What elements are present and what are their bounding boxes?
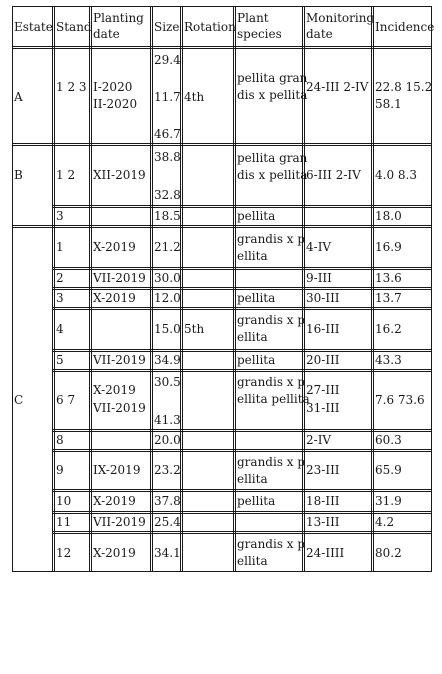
stand-cell: 3 <box>56 291 64 305</box>
stand-cell: 6 7 <box>56 393 76 407</box>
grid-line <box>150 6 151 572</box>
stand-cell: 12 <box>56 546 72 560</box>
size-cell: 32.8 <box>154 188 181 202</box>
grid-line <box>52 533 432 534</box>
monitoring-date-cell: 30-III <box>306 291 340 305</box>
grid-line <box>54 6 55 572</box>
incidence-cell: 22.8 15.2 <box>375 80 433 94</box>
monitoring-date-cell: 16-III <box>306 322 340 336</box>
species-cell: pellita gran <box>237 151 308 165</box>
monitoring-date-cell: 13-III <box>306 515 340 529</box>
grid-line <box>52 351 432 352</box>
grid-line <box>12 143 432 144</box>
size-cell: 34.1 <box>154 546 181 560</box>
header-incidence: Incidence <box>375 20 435 34</box>
grid-line <box>52 289 432 290</box>
planting-date-cell: X-2019 <box>93 494 136 508</box>
header-planting-date: Planting <box>93 11 144 25</box>
species-cell: grandis x p <box>237 375 306 389</box>
grid-line <box>12 6 13 572</box>
monitoring-date-cell: 20-III <box>306 353 340 367</box>
incidence-cell: 65.9 <box>375 463 402 477</box>
grid-line <box>12 227 432 228</box>
size-cell: 30.0 <box>154 271 181 285</box>
grid-line <box>152 6 153 572</box>
species-cell: grandis x p <box>237 455 306 469</box>
grid-line <box>52 429 432 430</box>
species-cell: pellita <box>237 291 276 305</box>
stand-cell: 9 <box>56 463 64 477</box>
planting-date-cell: VII-2019 <box>93 271 146 285</box>
size-cell: 15.0 <box>154 322 181 336</box>
grid-line <box>233 6 234 572</box>
species-cell: dis x pellita <box>237 88 308 102</box>
stand-cell: 1 2 3 <box>56 80 87 94</box>
size-cell: 46.7 <box>154 127 181 141</box>
stand-cell: 5 <box>56 353 64 367</box>
species-cell: pellita <box>237 494 276 508</box>
size-cell: 12.0 <box>154 291 181 305</box>
header-plant-species: Plant <box>237 11 269 25</box>
monitoring-date-cell: 23-III <box>306 463 340 477</box>
size-cell: 41.3 <box>154 413 181 427</box>
grid-line <box>52 451 432 452</box>
size-cell: 21.2 <box>154 240 181 254</box>
species-cell: ellita pellita <box>237 392 310 406</box>
size-cell: 25.4 <box>154 515 181 529</box>
incidence-cell: 4.2 <box>375 515 395 529</box>
incidence-cell: 80.2 <box>375 546 402 560</box>
grid-line <box>12 48 432 49</box>
size-cell: 34.9 <box>154 353 181 367</box>
header-rotation: Rotation <box>184 20 236 34</box>
incidence-cell: 58.1 <box>375 97 402 111</box>
grid-line <box>52 267 432 268</box>
grid-line <box>235 6 236 572</box>
size-cell: 20.0 <box>154 433 181 447</box>
header-monitoring-date-2: date <box>306 27 333 41</box>
header-stand: Stand <box>56 20 92 34</box>
species-cell: pellita <box>237 209 276 223</box>
monitoring-date-cell: 6-III 2-IV <box>306 168 361 182</box>
rotation-cell: 4th <box>184 90 205 104</box>
grid-line <box>371 6 372 572</box>
planting-date-cell: I-2020 <box>93 80 133 94</box>
estate-label: A <box>14 90 23 104</box>
species-cell: ellita <box>237 472 268 486</box>
planting-date-cell: XII-2019 <box>93 168 146 182</box>
incidence-cell: 4.0 8.3 <box>375 168 417 182</box>
monitoring-date-cell: 31-III <box>306 401 340 415</box>
grid-line <box>373 6 374 572</box>
size-cell: 37.8 <box>154 494 181 508</box>
header-planting-date-2: date <box>93 27 120 41</box>
size-cell: 11.7 <box>154 90 181 104</box>
grid-line <box>52 6 53 572</box>
estate-label: B <box>14 168 23 182</box>
grid-line <box>52 309 432 310</box>
grid-line <box>12 46 432 47</box>
stand-cell: 3 <box>56 209 64 223</box>
grid-line <box>52 207 432 208</box>
grid-line <box>52 449 432 450</box>
planting-date-cell: VII-2019 <box>93 515 146 529</box>
stand-cell: 10 <box>56 494 72 508</box>
grid-line <box>52 205 432 206</box>
size-cell: 23.2 <box>154 463 181 477</box>
species-cell: grandis x p <box>237 232 306 246</box>
grid-line <box>12 145 432 146</box>
stand-cell: 1 2 <box>56 168 76 182</box>
species-cell: grandis x p <box>237 313 306 327</box>
grid-line <box>52 511 432 512</box>
header-monitoring-date: Monitoring <box>306 11 375 25</box>
stand-cell: 1 <box>56 240 64 254</box>
estate-label: C <box>14 393 24 407</box>
incidence-cell: 16.2 <box>375 322 402 336</box>
monitoring-date-cell: 9-III <box>306 271 332 285</box>
incidence-cell: 13.6 <box>375 271 402 285</box>
species-cell: ellita <box>237 330 268 344</box>
grid-line <box>12 6 432 7</box>
incidence-cell: 16.9 <box>375 240 402 254</box>
species-cell: ellita <box>237 249 268 263</box>
grid-line <box>52 349 432 350</box>
stand-cell: 4 <box>56 322 64 336</box>
incidence-cell: 31.9 <box>375 494 402 508</box>
planting-date-cell: II-2020 <box>93 97 138 111</box>
grid-line <box>52 269 432 270</box>
size-cell: 30.5 <box>154 375 181 389</box>
grid-line <box>52 513 432 514</box>
monitoring-date-cell: 27-III <box>306 383 340 397</box>
size-cell: 18.5 <box>154 209 181 223</box>
planting-date-cell: IX-2019 <box>93 463 141 477</box>
species-cell: pellita gran <box>237 71 308 85</box>
planting-date-cell: X-2019 <box>93 291 136 305</box>
grid-line <box>12 225 432 226</box>
grid-line <box>52 531 432 532</box>
planting-date-cell: X-2019 <box>93 240 136 254</box>
grid-line <box>52 489 432 490</box>
stand-cell: 2 <box>56 271 64 285</box>
monitoring-date-cell: 24-III 2-IV <box>306 80 369 94</box>
monitoring-date-cell: 24-IIII <box>306 546 345 560</box>
stand-cell: 8 <box>56 433 64 447</box>
species-cell: pellita <box>237 353 276 367</box>
grid-line <box>91 6 92 572</box>
grid-line <box>52 371 432 372</box>
size-cell: 38.8 <box>154 150 181 164</box>
grid-line <box>52 307 432 308</box>
species-cell: grandis x p <box>237 537 306 551</box>
species-cell: dis x pellita <box>237 168 308 182</box>
incidence-cell: 7.6 73.6 <box>375 393 425 407</box>
monitoring-date-cell: 18-III <box>306 494 340 508</box>
grid-line <box>89 6 90 572</box>
monitoring-date-cell: 2-IV <box>306 433 332 447</box>
planting-date-cell: VII-2019 <box>93 401 146 415</box>
grid-line <box>52 431 432 432</box>
planting-date-cell: X-2019 <box>93 546 136 560</box>
grid-line <box>52 287 432 288</box>
planting-date-cell: VII-2019 <box>93 353 146 367</box>
incidence-cell: 13.7 <box>375 291 402 305</box>
monitoring-date-cell: 4-IV <box>306 240 332 254</box>
grid-line <box>52 369 432 370</box>
size-cell: 29.4 <box>154 53 181 67</box>
grid-line <box>182 6 183 572</box>
rotation-cell: 5th <box>184 322 205 336</box>
incidence-cell: 18.0 <box>375 209 402 223</box>
incidence-cell: 43.3 <box>375 353 402 367</box>
header-plant-species-2: species <box>237 27 282 41</box>
stand-cell: 11 <box>56 515 72 529</box>
incidence-cell: 60.3 <box>375 433 402 447</box>
species-cell: ellita <box>237 554 268 568</box>
planting-date-cell: X-2019 <box>93 383 136 397</box>
header-size: Size <box>154 20 180 34</box>
grid-line <box>52 491 432 492</box>
header-estate: Estate <box>14 20 53 34</box>
grid-line <box>12 571 432 572</box>
